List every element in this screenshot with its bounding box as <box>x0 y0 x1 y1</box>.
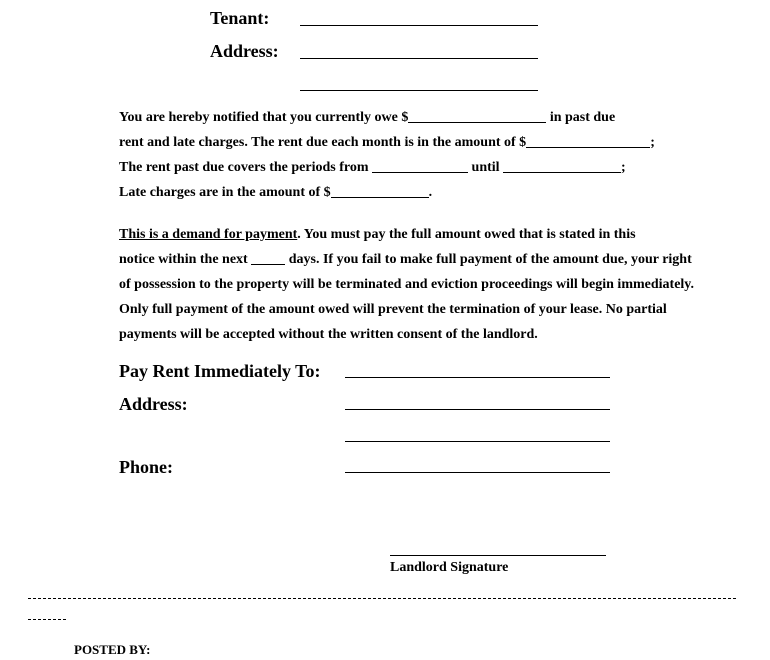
demand-line-1-text: . You must pay the full amount owed that is stated in this <box>297 227 636 242</box>
monthly-rent-blank[interactable] <box>526 147 650 148</box>
demand-line-1 <box>119 227 636 243</box>
demand-line-4: Only full payment of the amount owed will prevent the termination of your lease. No partial <box>119 302 667 317</box>
notice-line-4-end: . <box>428 185 433 200</box>
phone-field[interactable] <box>345 472 610 473</box>
notice-line-3-mid: until <box>468 160 504 175</box>
notice-line-2-end: ; <box>650 135 655 150</box>
notice-line-3-end: ; <box>621 160 626 175</box>
notice-line-2-text: rent and late charges. The rent due each month is in the amount of $ <box>119 135 527 150</box>
tenant-address-field-2[interactable] <box>300 90 538 91</box>
notice-line-4-text: Late charges are in the amount of $ <box>119 185 331 200</box>
pay-address-field-1[interactable] <box>345 409 610 410</box>
signature-line[interactable] <box>390 555 606 556</box>
period-from-blank[interactable] <box>372 172 468 173</box>
late-charges-blank[interactable] <box>331 197 429 198</box>
amount-owed-blank[interactable] <box>408 122 546 123</box>
tear-off-divider-continuation <box>28 619 66 620</box>
pay-to-field[interactable] <box>345 377 610 378</box>
pay-address-label: Address: <box>119 394 188 414</box>
notice-line-4 <box>119 185 432 201</box>
tenant-field[interactable] <box>300 25 538 26</box>
notice-line-1 <box>119 110 615 126</box>
phone-label: Phone: <box>119 457 173 477</box>
signature-label: Landlord Signature <box>390 560 509 575</box>
demand-heading: This is a demand for payment <box>119 227 298 242</box>
period-until-blank[interactable] <box>503 172 621 173</box>
tenant-label: Tenant: <box>210 8 270 28</box>
notice-line-3 <box>119 160 626 176</box>
notice-line-1-text: You are hereby notified that you currently owe $ <box>119 110 409 125</box>
demand-line-2-end: days. If you fail to make full payment of the amount due, your right <box>285 252 692 267</box>
tear-off-divider <box>28 598 736 599</box>
posted-by-label: POSTED BY: <box>74 642 151 657</box>
demand-line-2 <box>119 252 692 268</box>
demand-line-2-text: notice within the next <box>119 252 252 267</box>
notice-line-3-text: The rent past due covers the periods from <box>119 160 373 175</box>
tenant-address-label: Address: <box>210 41 279 61</box>
demand-line-5: payments will be accepted without the written consent of the landlord. <box>119 327 538 342</box>
pay-address-field-2[interactable] <box>345 441 610 442</box>
tenant-address-field-1[interactable] <box>300 58 538 59</box>
days-blank[interactable] <box>251 264 285 265</box>
pay-to-label: Pay Rent Immediately To: <box>119 361 321 381</box>
notice-line-2 <box>119 135 655 151</box>
demand-line-3: of possession to the property will be terminated and eviction proceedings will begin immediately. <box>119 277 695 292</box>
notice-line-1-end: in past due <box>546 110 616 125</box>
